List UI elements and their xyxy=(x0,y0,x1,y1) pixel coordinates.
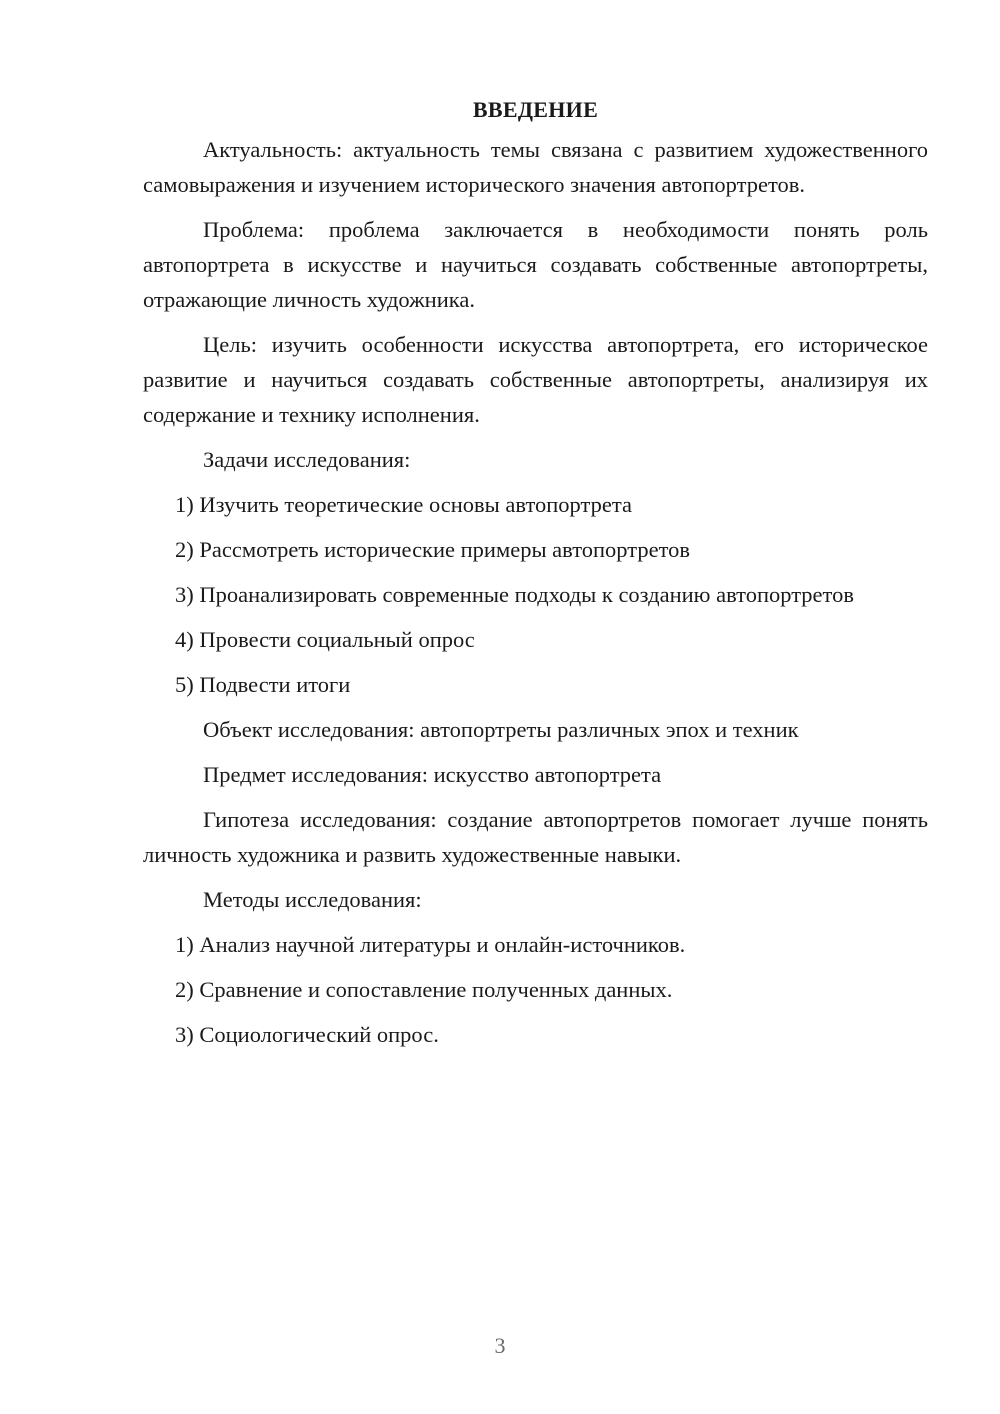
goal-paragraph: Цель: изучить особенности искусства автопортрета, его историческое развитие и научиться создавать собственные автопортреты, анализируя их содержание и технику исполнения. xyxy=(143,332,928,427)
problem-paragraph: Проблема: проблема заключается в необходимости понять роль автопортрета в искусстве и научиться создавать собственные автопортреты, отражающие личность художника. xyxy=(143,217,928,312)
task-item: 2) Рассмотреть исторические примеры автопортретов xyxy=(175,537,691,562)
method-item: 2) Сравнение и сопоставление полученных данных. xyxy=(175,977,673,1002)
page-number: 3 xyxy=(494,1333,506,1358)
hypothesis-paragraph: Гипотеза исследования: создание автопортретов помогает лучше понять личность художника и развить художественные навыки. xyxy=(143,807,928,867)
object-paragraph: Объект исследования: автопортреты различных эпох и техник xyxy=(203,717,799,742)
methods-title: Методы исследования: xyxy=(203,887,422,912)
relevance-paragraph: Актуальность: актуальность темы связана с развитием художественного самовыражения и изучением исторического значения автопортретов. xyxy=(143,137,928,197)
method-item: 3) Социологический опрос. xyxy=(175,1022,439,1047)
tasks-title: Задачи исследования: xyxy=(203,447,411,472)
subject-paragraph: Предмет исследования: искусство автопортрета xyxy=(203,762,662,787)
task-item: 5) Подвести итоги xyxy=(175,672,351,697)
section-heading: ВВЕДЕНИЕ xyxy=(472,97,599,122)
task-item: 3) Проанализировать современные подходы к созданию автопортретов xyxy=(175,582,854,607)
document-page xyxy=(143,92,928,1062)
task-item: 4) Провести социальный опрос xyxy=(175,627,475,652)
method-item: 1) Анализ научной литературы и онлайн-источников. xyxy=(175,932,686,957)
task-item: 1) Изучить теоретические основы автопортрета xyxy=(175,492,632,517)
